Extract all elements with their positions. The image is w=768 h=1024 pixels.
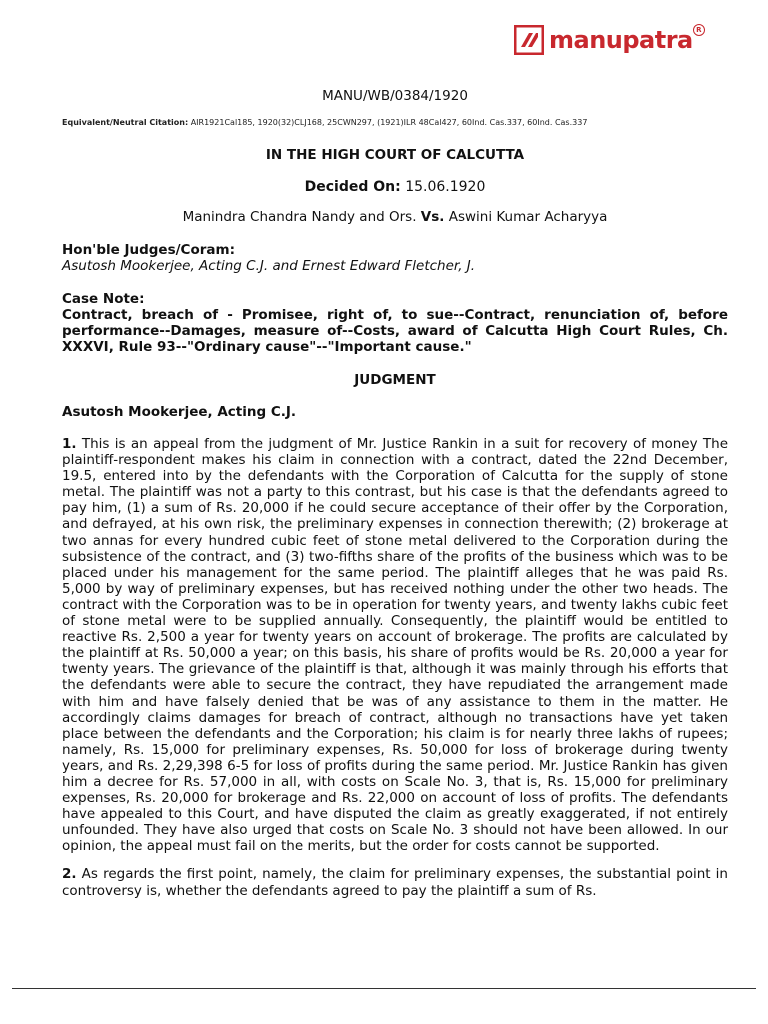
document-body	[62, 88, 728, 911]
manupatra-logo-icon	[514, 25, 544, 55]
paragraph-text: As regards the first point, namely, the claim for preliminary expenses, the substantial point in controversy is, whether the defendants agreed to pay the plaintiff a sum of Rs.	[62, 866, 728, 899]
case-note-text: Contract, breach of - Promisee, right of, to sue--Contract, renunciation of, before performance--Damages, measure of--Costs, award of Calcutta High Court Rules, Ch. XXXVI, Rule 93--"Ordinary cause"--"Important cause."	[62, 307, 728, 355]
registered-mark: R	[693, 24, 705, 36]
decided-on-date: 15.06.1920	[405, 179, 486, 195]
judge-name: Asutosh Mookerjee, Acting C.J.	[62, 404, 297, 420]
equivalent-citation-label: Equivalent/Neutral Citation:	[62, 118, 189, 127]
equivalent-citation	[62, 118, 728, 127]
footer-divider	[12, 988, 756, 989]
decided-on	[62, 179, 728, 195]
appellant: Manindra Chandra Nandy and Ors.	[182, 209, 417, 225]
paragraph-2	[62, 866, 728, 898]
citation-id: MANU/WB/0384/1920	[322, 88, 468, 104]
equivalent-citation-value: AIR1921Cal185, 1920(32)CLJ168, 25CWN297, (1921)ILR 48Cal427, 60Ind. Cas.337, 60Ind. Cas.337	[190, 118, 588, 127]
manupatra-logo	[514, 22, 702, 58]
paragraph-number: 1.	[62, 436, 77, 452]
respondent: Aswini Kumar Acharyya	[448, 209, 608, 225]
paragraph-text: This is an appeal from the judgment of Mr. Justice Rankin in a suit for recovery of money The plaintiff-respondent makes his claim in connection with a contract, dated the 22nd December, 19.5, entered into by the defendants with the Corporation of Calcutta for the supply of stone metal. The plaintiff was not a party to this contrast, but his case is that the defendants agreed to pay him, (1) a sum of Rs. 20,000 if he could secure acceptance of their offer by the Corporation, and defrayed, at his own risk, the preliminary expenses in connection therewith; (2) brokerage at two annas for every hundred cubic feet of stone metal delivered to the Corporation during the subsistence of the contract, and (3) two-fifths share of the profits of the business which was to be placed under his management for the same period. The plaintiff alleges that he was paid Rs. 5,000 by way of preliminary expenses, but has received nothing under the other two heads. The contract with the Corporation was to be in operation for twenty years, and twenty lakhs cubic feet of stone metal were to be supplied annually. Consequently, the plaintiff would be entitled to reactive Rs. 2,500 a year for twenty years on account of brokerage. The profits are calculated by the plaintiff at Rs. 50,000 a year; on this basis, his share of profits would be Rs. 20,000 a year for twenty years. The grievance of the plaintiff is that, although it was mainly through his efforts that the defendants were able to secure the contract, they have repudiated the arrangement made with him and have falsely denied that be was of any assistance to them in the matter. He accordingly claims damages for breach of contract, although no transactions have yet taken place between the defendants and the Corporation; his claim is for nearly three lakhs of rupees; namely, Rs. 15,000 for preliminary expenses, Rs. 50,000 for loss of brokerage during twenty years, and Rs. 2,29,398 6-5 for loss of profits during the same period. Mr. Justice Rankin has given him a decree for Rs. 57,000 in all, with costs on Scale No. 3, that is, Rs. 15,000 for preliminary expenses, Rs. 20,000 for brokerage and Rs. 22,000 on account of loss of profits. The defendants have appealed to this Court, and have disputed the claim as greatly exaggerated, if not entirely unfounded. They have also urged that costs on Scale No. 3 should not have been allowed. In our opinion, the appeal must fail on the merits, but the order for costs cannot be supported.	[62, 436, 728, 855]
paragraph-1	[62, 436, 728, 854]
case-parties	[62, 209, 728, 225]
paragraph-number: 2.	[62, 866, 77, 883]
brand-name: manupatra	[549, 26, 693, 54]
versus: Vs.	[420, 209, 445, 225]
judges-heading: Hon'ble Judges/Coram:	[62, 242, 235, 258]
court-name: IN THE HIGH COURT OF CALCUTTA	[265, 147, 525, 163]
decided-on-label: Decided On:	[304, 179, 401, 195]
judges-names: Asutosh Mookerjee, Acting C.J. and Ernest Edward Fletcher, J.	[62, 258, 476, 274]
judgment-heading: JUDGMENT	[354, 372, 436, 388]
case-note-heading: Case Note:	[62, 291, 145, 307]
